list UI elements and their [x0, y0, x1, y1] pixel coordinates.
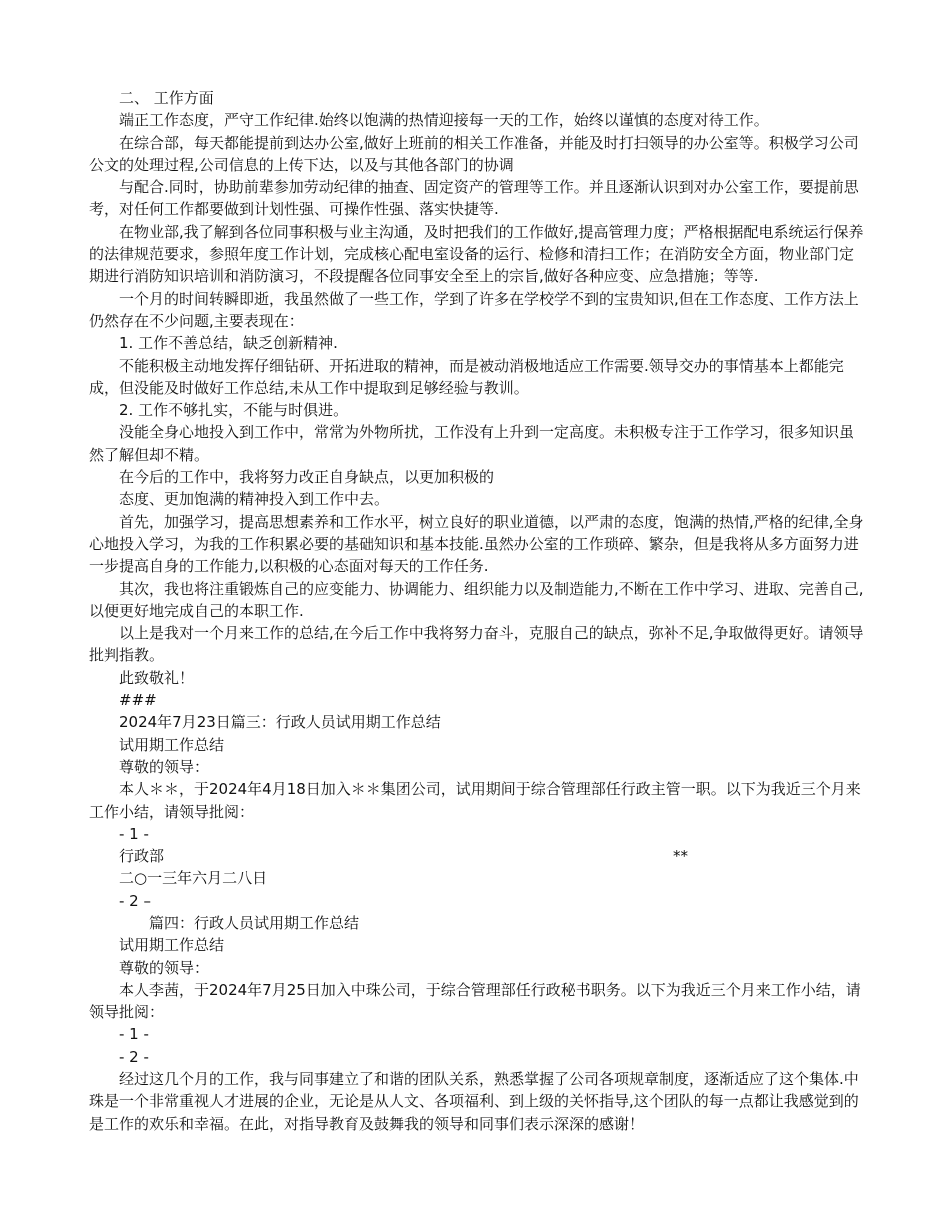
document-page: [89, 87, 864, 1135]
paragraph: 不能积极主动地发挥仔细钻研、开拓进取的精神，而是被动消极地适应工作需要.领导交办的事情基本上都能完成，但没能及时做好工作总结,未从工作中提取到足够经验与教训。: [89, 356, 844, 397]
document-body-part1: [89, 87, 864, 845]
paragraph: 在综合部，每天都能提前到达办公室,做好上班前的相关工作准备，并能及时打扫领导的办公室等。积极学习公司公文的处理过程,公司信息的上传下达，以及与其他各部门的协调: [89, 133, 859, 174]
paragraph: 尊敬的领导：: [119, 757, 210, 776]
paragraph: 以上是我对一个月来工作的总结,在今后工作中我将努力奋斗，克服自己的缺点，弥补不足,争取做得更好。请领导批判指教。: [89, 624, 864, 665]
signature-department: 行政部: [119, 847, 165, 866]
paragraph: 首先，加强学习，提高思想素养和工作水平，树立良好的职业道德，以严肃的态度，饱满的热情,严格的纪律,全身心地投入学习，为我的工作积累必要的基础知识和基本技能.虽然办公室的工作琐碎、繁杂，但是我将从多方面努力进一步提高自身的工作能力,以积极的心态面对每天的工作任务.: [89, 512, 864, 576]
paragraph: - 2 –: [119, 891, 151, 910]
paragraph: 二、 工作方面: [119, 89, 214, 107]
paragraph: 在物业部,我了解到各位同事积极与业主沟通，及时把我们的工作做好,提高管理力度；严格根据配电系统运行保养的法律规范要求，参照年度工作计划，完成核心配电室设备的运行、检修和清扫工作；在消防安全方面，物业部门定期进行消防知识培训和消防演习，不段提醒各位同事安全至上的宗旨,做好各种应变、应急措施；等等.: [89, 222, 864, 286]
paragraph: 试用期工作总结: [119, 735, 225, 754]
paragraph: 在今后的工作中，我将努力改正自身缺点，以更加积极的: [119, 468, 495, 487]
paragraph: 篇四：行政人员试用期工作总结: [149, 913, 360, 932]
signature-name: **: [673, 847, 688, 866]
paragraph: 其次，我也将注重锻炼自己的应变能力、协调能力、组织能力以及制造能力,不断在工作中学习、进取、完善自己,以便更好地完成自己的本职工作.: [89, 579, 864, 620]
paragraph: 2. 工作不够扎实，不能与时俱进。: [119, 401, 349, 420]
paragraph: 态度、更加饱满的精神投入到工作中去。: [119, 490, 390, 509]
paragraph: ###: [119, 691, 157, 710]
signature-row: [89, 845, 864, 867]
paragraph: 端正工作态度，严守工作纪律.始终以饱满的热情迎接每一天的工作，始终以谨慎的态度对待工作。: [119, 111, 769, 130]
paragraph: 经过这几个月的工作，我与同事建立了和谐的团队关系，熟悉掌握了公司各项规章制度，逐渐适应了这个集体.中珠是一个非常重视人才进展的企业，无论是从人文、各项福利、到上级的关怀指导,这个团队的每一点都让我感觉到的是工作的欢乐和幸福。在此，对指导教育及鼓舞我的领导和同事们表示深深的感谢！: [89, 1070, 859, 1133]
paragraph: 本人＊＊，于2024年4月18日加入＊＊集团公司，试用期间于综合管理部任行政主管一职。以下为我近三个月来工作小结，请领导批阅：: [89, 780, 861, 821]
paragraph: 试用期工作总结: [119, 936, 225, 955]
paragraph: - 1 -: [119, 1025, 149, 1044]
paragraph: 与配合.同时，协助前辈参加劳动纪律的抽查、固定资产的管理等工作。并且逐渐认识到对办公室工作，要提前思考，对任何工作都要做到计划性强、可操作性强、落实快捷等.: [89, 178, 859, 219]
paragraph: 此致敬礼！: [119, 668, 195, 687]
document-body-part2: [89, 867, 864, 1135]
paragraph: - 2 -: [119, 1047, 149, 1066]
paragraph: 2024年7月23日篇三：行政人员试用期工作总结: [119, 713, 441, 732]
paragraph: 本人李茜，于2024年7月25日加入中珠公司，于综合管理部任行政秘书职务。以下为我近三个月来工作小结，请领导批阅：: [89, 980, 861, 1022]
paragraph: - 1 -: [119, 824, 149, 843]
paragraph: 1. 工作不善总结，缺乏创新精神.: [119, 334, 338, 353]
paragraph: 没能全身心地投入到工作中，常常为外物所扰，工作没有上升到一定高度。未积极专注于工作学习，很多知识虽然了解但却不精。: [89, 423, 855, 464]
paragraph: 二○一三年六月二八日: [119, 869, 268, 888]
paragraph: 尊敬的领导：: [119, 958, 210, 977]
paragraph: 一个月的时间转瞬即逝，我虽然做了一些工作，学到了许多在学校学不到的宝贵知识,但在工作态度、工作方法上仍然存在不少问题,主要表现在：: [89, 289, 859, 330]
